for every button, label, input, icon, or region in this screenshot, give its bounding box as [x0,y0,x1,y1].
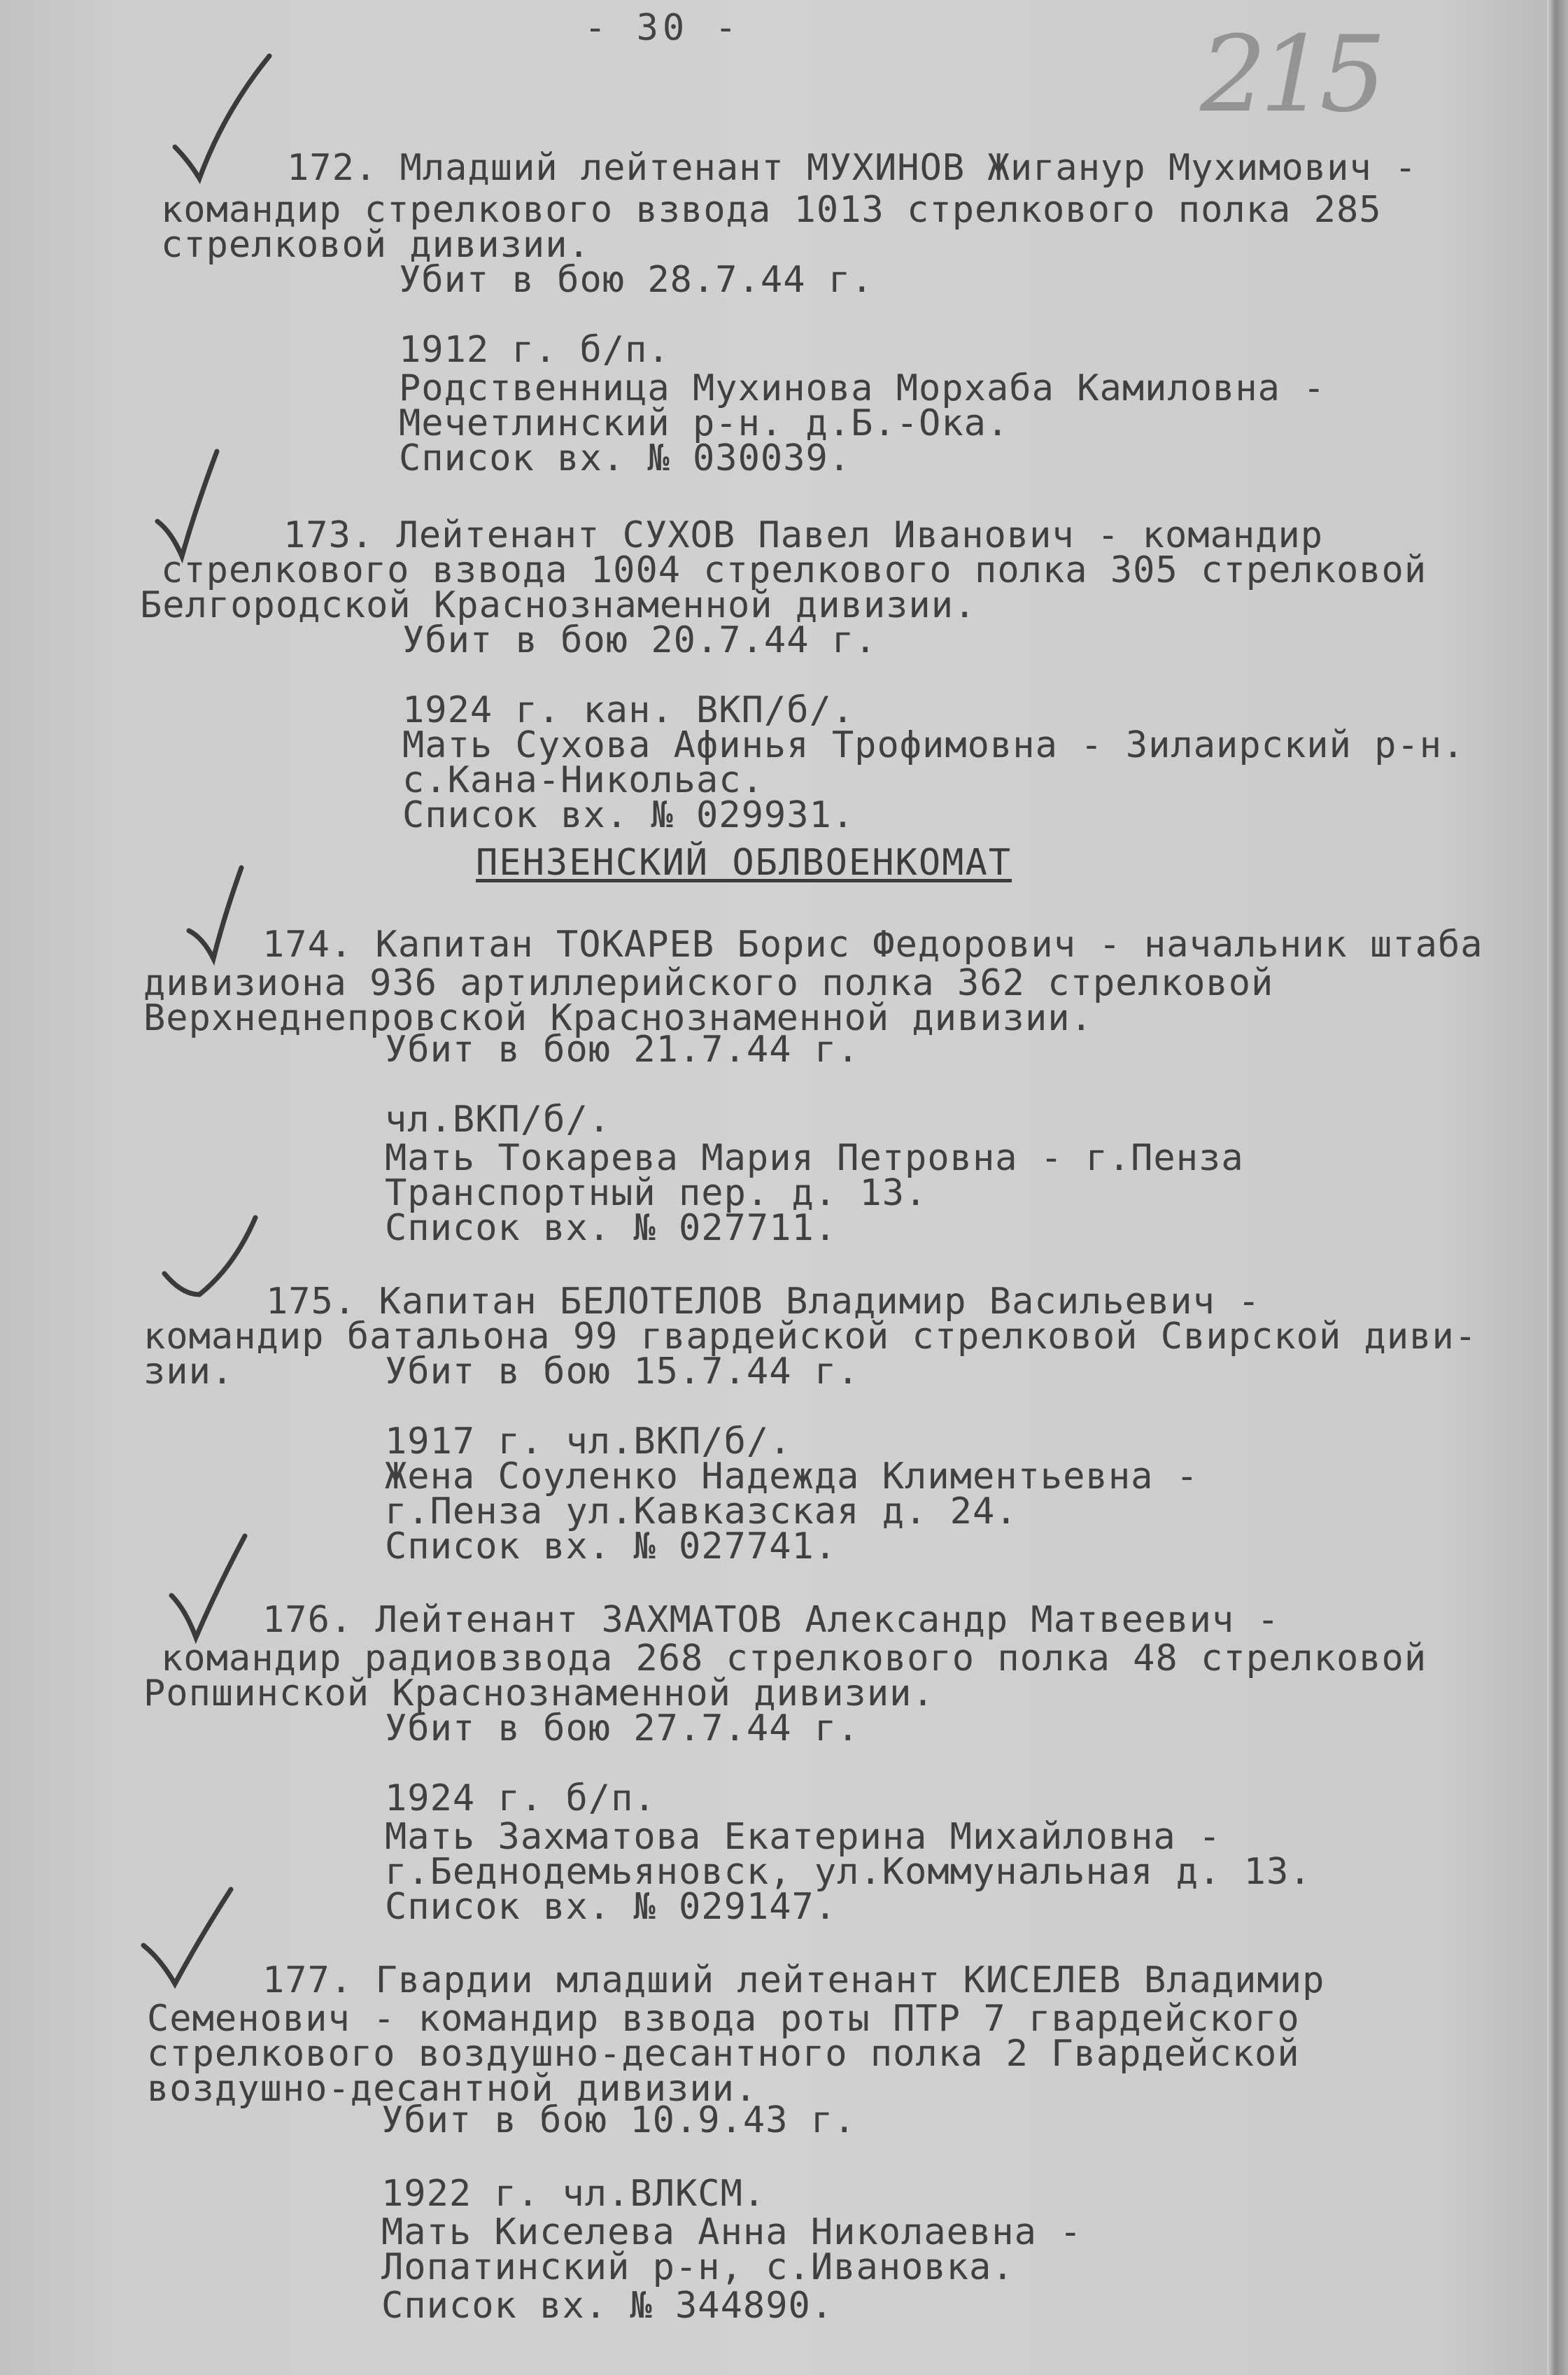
entry-173-list-number: Список вх. № 029931. [402,794,855,836]
entry-177-address: Лопатинский р-н, с.Ивановка. [381,2246,1015,2288]
entry-177-list-number: Список вх. № 344890. [381,2285,834,2327]
entry-175-line-2: командир батальона 99 гвардейской стрелковой Свирской диви- [143,1316,1478,1358]
entry-174-line-3: Верхнеднепровской Краснознаменной дивизии. [143,997,1093,1039]
entry-172-list-number: Список вх. № 030039. [399,437,852,479]
entry-174-line-2: дивизиона 936 артиллерийского полка 362 стрелковой [143,962,1274,1004]
entry-172-line-3: стрелковой дивизии. [161,224,591,266]
entry-172-line-1: 172. Младший лейтенант МУХИНОВ Жиганур Мухимович - [287,147,1418,189]
entry-173-killed-date: Убит в бою 20.7.44 г. [402,619,877,661]
entry-176-birth-party: 1924 г. б/п. [385,1777,656,1819]
entry-176-line-1: 176. Лейтенант ЗАХМАТОВ Александр Матвеевич - [262,1599,1280,1641]
entry-175-list-number: Список вх. № 027741. [385,1525,838,1567]
entry-177-line-4: воздушно-десантной дивизии. [147,2068,758,2110]
entry-174-list-number: Список вх. № 027711. [385,1207,838,1249]
section-heading: ПЕНЗЕНСКИЙ ОБЛВОЕНКОМАТ [476,842,1012,884]
entry-177-line-2: Семенович - командир взвода роты ПТР 7 гвардейского [147,1998,1300,2040]
entry-176-list-number: Список вх. № 029147. [385,1886,838,1928]
page-edge [1547,0,1568,2375]
entry-175-killed-date: Убит в бою 15.7.44 г. [385,1351,860,1393]
entry-174-line-1: 174. Капитан ТОКАРЕВ Борис Федорович - начальник штаба [262,924,1483,966]
check-mark-icon [168,49,294,189]
entry-175-line-1: 175. Капитан БЕЛОТЕЛОВ Владимир Васильевич - [266,1281,1261,1323]
entry-177-relative: Мать Киселева Анна Николаевна - [381,2211,1082,2253]
entry-173-line-1: 173. Лейтенант СУХОВ Павел Иванович - командир [283,514,1324,556]
entry-176-line-3: Ропшинской Краснознаменной дивизии. [143,1672,935,1714]
entry-177-line-1: 177. Гвардии младший лейтенант КИСЕЛЕВ Владимир [262,1959,1325,2001]
entry-172-birth-party: 1912 г. б/п. [399,329,670,371]
entry-172-killed-date: Убит в бою 28.7.44 г. [399,259,874,301]
entry-173-birth-party: 1924 г. кан. ВКП/б/. [402,689,855,731]
entry-175-line-3: зии. [143,1351,234,1393]
entry-173-relative: Мать Сухова Афинья Трофимовна - Зилаирский р-н. [402,724,1465,766]
entry-175-relative: Жена Соуленко Надежда Климентьевна - [385,1456,1199,1497]
entry-174-relative: Мать Токарева Мария Петровна - г.Пенза [385,1137,1244,1179]
entry-173-line-3: Белгородской Краснознаменной дивизии. [140,584,977,626]
entry-172-address: Мечетлинский р-н. д.Б.-Ока. [399,402,1010,444]
entry-176-killed-date: Убит в бою 27.7.44 г. [385,1707,860,1749]
entry-173-line-2: стрелкового взвода 1004 стрелкового полка 305 стрелковой [161,549,1427,591]
entry-177-line-3: стрелкового воздушно-десантного полка 2 Гвардейской [147,2033,1300,2075]
entry-177-birth-party: 1922 г. чл.ВЛКСМ. [381,2173,766,2215]
entry-172-line-2: командир стрелкового взвода 1013 стрелкового полка 285 [161,189,1382,231]
handwritten-archive-number: 215 [1200,14,1380,136]
entry-176-relative: Мать Захматова Екатерина Михайловна - [385,1816,1222,1858]
entry-176-address: г.Беднодемьяновск, ул.Коммунальная д. 13. [385,1851,1312,1893]
entry-174-birth-party: чл.ВКП/б/. [385,1099,612,1141]
entry-175-address: г.Пенза ул.Кавказская д. 24. [385,1490,1018,1532]
entry-172-relative: Родственница Мухинова Морхаба Камиловна - [399,367,1326,409]
entry-173-address: с.Кана-Никольас. [402,759,764,801]
entry-175-birth-party: 1917 г. чл.ВКП/б/. [385,1421,792,1463]
entry-177-killed-date: Убит в бою 10.9.43 г. [381,2099,856,2141]
entry-174-killed-date: Убит в бою 21.7.44 г. [385,1029,860,1071]
entry-174-address: Транспортный пер. д. 13. [385,1172,928,1214]
page-number: - 30 - [584,7,741,49]
entry-176-line-2: командир радиовзвода 268 стрелкового полка 48 стрелковой [161,1637,1427,1679]
